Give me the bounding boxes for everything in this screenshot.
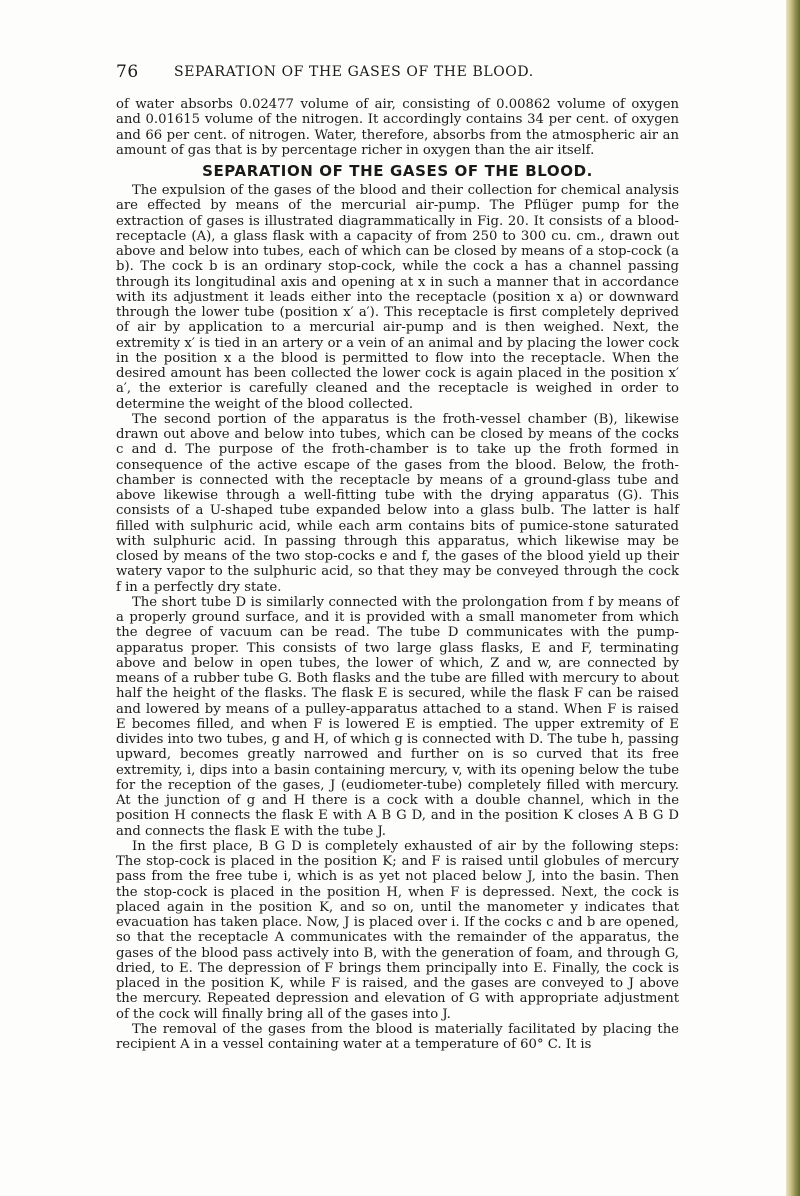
body-text [116,97,679,1052]
intro-paragraph: of water absorbs 0.02477 volume of air, consisting of 0.00862 volume of oxygen and 0.01615 volume of the nitrogen. It accordingly contains 34 per cent. of oxygen and 66 per cent. of nitrogen. Water, therefore, absorbs from the atmospheric air an amount of gas that is by percentage richer in oxygen than the air itself. [116,97,679,158]
paragraph: The expulsion of the gases of the blood and their collection for chemical analysis are effected by means of the mercurial air-pump. The Pflüger pump for the extraction of gases is illustrated diagrammatically in Fig. 20. It consists of a blood-receptacle (A), a glass flask with a capacity of from 250 to 300 cu. cm., drawn out above and below into tubes, each of which can be closed by means of a stop-cock (a b). The cock b is an ordinary stop-cock, while the cock a has a channel passing through its longitudinal axis and opening at x in such a manner that in accordance with its adjustment it leads either into the receptacle (position x a) or downward through the lower tube (position x′ a′). This receptacle is first completely deprived of air by application to a mercurial air-pump and is then weighed. Next, the extremity x′ is tied in an artery or a vein of an animal and by placing the lower cock in the position x a the blood is permitted to flow into the receptacle. When the desired amount has been collected the lower cock is again placed in the position x′ a′, the exterior is carefully cleaned and the receptacle is weighed in order to determine the weight of the blood collected. [116,183,679,412]
paragraph: The removal of the gases from the blood is materially facilitated by placing the recipient A in a vessel containing water at a temperature of 60° C. It is [116,1021,679,1052]
paragraph: The second portion of the apparatus is the froth-vessel chamber (B), likewise drawn out above and below into tubes, which can be closed by means of the cocks c and d. The purpose of the froth-chamber is to take up the froth formed in consequence of the active escape of the gases from the blood. Below, the froth-chamber is connected with the receptacle by means of a ground-glass tube and above likewise through a well-fitting tube with the drying apparatus (G). This consists of a U-shaped tube expanded below into a glass bulb. The latter is half filled with sulphuric acid, while each arm contains bits of pumice-stone saturated with sulphuric acid. In passing through this apparatus, which likewise may be closed by means of the two stop-cocks e and f, the gases of the blood yield up their watery vapor to the sulphuric acid, so that they may be conveyed through the cock f in a perfectly dry state. [116,411,679,595]
paragraph: The short tube D is similarly connected with the prolongation from f by means of a properly ground surface, and it is provided with a small manometer from which the degree of vacuum can be read. The tube D communicates with the pump-apparatus proper. This consists of two large glass flasks, E and F, terminating above and below in open tubes, the lower of which, Z and w, are connected by means of a rubber tube G. Both flasks and the tube are filled with mercury to about half the height of the flasks. The flask E is secured, while the flask F can be raised and lowered by means of a pulley-apparatus attached to a stand. When F is raised E becomes filled, and when F is lowered E is emptied. The upper extremity of E divides into two tubes, g and H, of which g is connected with D. The tube h, passing upward, becomes greatly narrowed and further on is so curved that its free extremity, i, dips into a basin containing mercury, v, with its opening below the tube for the reception of the gases, J (eudiometer-tube) completely filled with mercury. At the junction of g and H there is a cock with a double channel, which in the position H connects the flask E with A B G D, and in the position K closes A B G D and connects the flask E with the tube J. [116,594,679,839]
section-title: SEPARATION OF THE GASES OF THE BLOOD. [202,162,593,180]
paragraph: In the first place, B G D is completely exhausted of air by the following steps: The stop-cock is placed in the position K; and F is raised until globules of mercury pass from the free tube i, which is as yet not placed below J, into the basin. Then the stop-cock is placed in the position H, when F is depressed. Next, the cock is placed again in the position K, and so on, until the manometer y indicates that evacuation has taken place. Now, J is placed over i. If the cocks c and b are opened, so that the receptacle A communicates with the remainder of the apparatus, the gases of the blood pass actively into B, with the generation of foam, and through G, dried, to E. The depression of F brings them principally into E. Finally, the cock is placed in the position K, while F is raised, and the gases are conveyed to J above the mercury. Repeated depression and elevation of G with appropriate adjustment of the cock will finally bring all of the gases into J. [116,838,679,1022]
page-number: 76 [116,62,139,82]
running-title: SEPARATION OF THE GASES OF THE BLOOD. [174,64,534,80]
page-edge [786,0,800,1196]
page-header [116,62,676,86]
